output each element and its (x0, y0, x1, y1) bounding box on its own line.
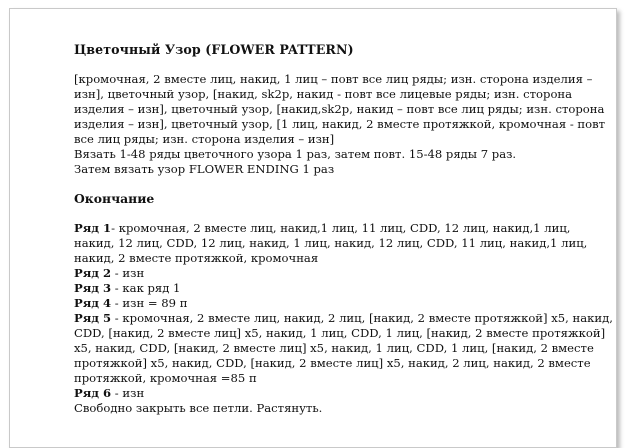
ending-instruction: Затем вязать узор FLOWER ENDING 1 раз (74, 162, 335, 176)
row-text: - изн (111, 266, 145, 280)
row-label: Ряд 5 (74, 311, 112, 325)
row-2 (74, 266, 614, 281)
row-label: Ряд 6 (74, 386, 112, 400)
row-text: - кромочная, 2 вместе лиц, накид, 2 лиц, [накид, 2 вместе протяжкой] x5, накид, CDD, [накид, 2 вместе лиц] x5, накид, 1 лиц, CDD, 1 лиц, [накид, 2 вместе протяжкой] x5, накид, CDD, [накид, 2 вместе лиц] x5, накид, 1 лиц, CDD, 1 лиц, [накид, 2 вместе протяжкой] x5, накид, CDD, [накид, 2 вместе лиц] x5, накид, 2 лиц, накид, 2 вместе протяжкой, кромочная =85 п (74, 311, 613, 385)
ending-heading: Окончание (74, 191, 155, 206)
row-4 (74, 296, 614, 311)
row-1 (74, 221, 614, 266)
row-label: Ряд 2 (74, 266, 112, 280)
row-label: Ряд 4 (74, 296, 112, 310)
pattern-instructions: [кромочная, 2 вместе лиц, накид, 1 лиц – повт все лиц ряды; изн. сторона изделия – изн], цветочный узор, [накид, sk2p, накид - повт все лицевые ряды; изн. сторона изделия – изн], цветочный узор, [накид,sk2p, накид – повт все лиц ряды; изн. сторона изделия – изн], цветочный узор, [1 лиц, накид, 2 вместе протяжкой, кромочная - повт все лиц ряды; изн. сторона изделия – изн] (74, 72, 606, 146)
row-text: - изн = 89 п (111, 296, 188, 310)
document-page (9, 8, 617, 448)
row-5 (74, 311, 614, 386)
row-label: Ряд 3 (74, 281, 112, 295)
row-label: Ряд 1 (74, 221, 112, 235)
repeat-instruction: Вязать 1-48 ряды цветочного узора 1 раз, затем повт. 15-48 ряды 7 раз. (74, 147, 517, 161)
row-6 (74, 386, 614, 401)
closing-instruction: Свободно закрыть все петли. Растянуть. (74, 401, 323, 415)
row-text: - кромочная, 2 вместе лиц, накид,1 лиц, 11 лиц, CDD, 12 лиц, накид,1 лиц, накид, 12 лиц, CDD, 12 лиц, накид, 1 лиц, накид, 12 лиц, CDD, 11 лиц, накид,1 лиц, накид, 2 вместе протяжкой, кромочная (74, 221, 588, 265)
pattern-title: Цветочный Узор (FLOWER PATTERN) (74, 42, 354, 57)
document-content (74, 42, 614, 416)
row-text: - как ряд 1 (111, 281, 181, 295)
row-text: - изн (111, 386, 145, 400)
row-3 (74, 281, 614, 296)
